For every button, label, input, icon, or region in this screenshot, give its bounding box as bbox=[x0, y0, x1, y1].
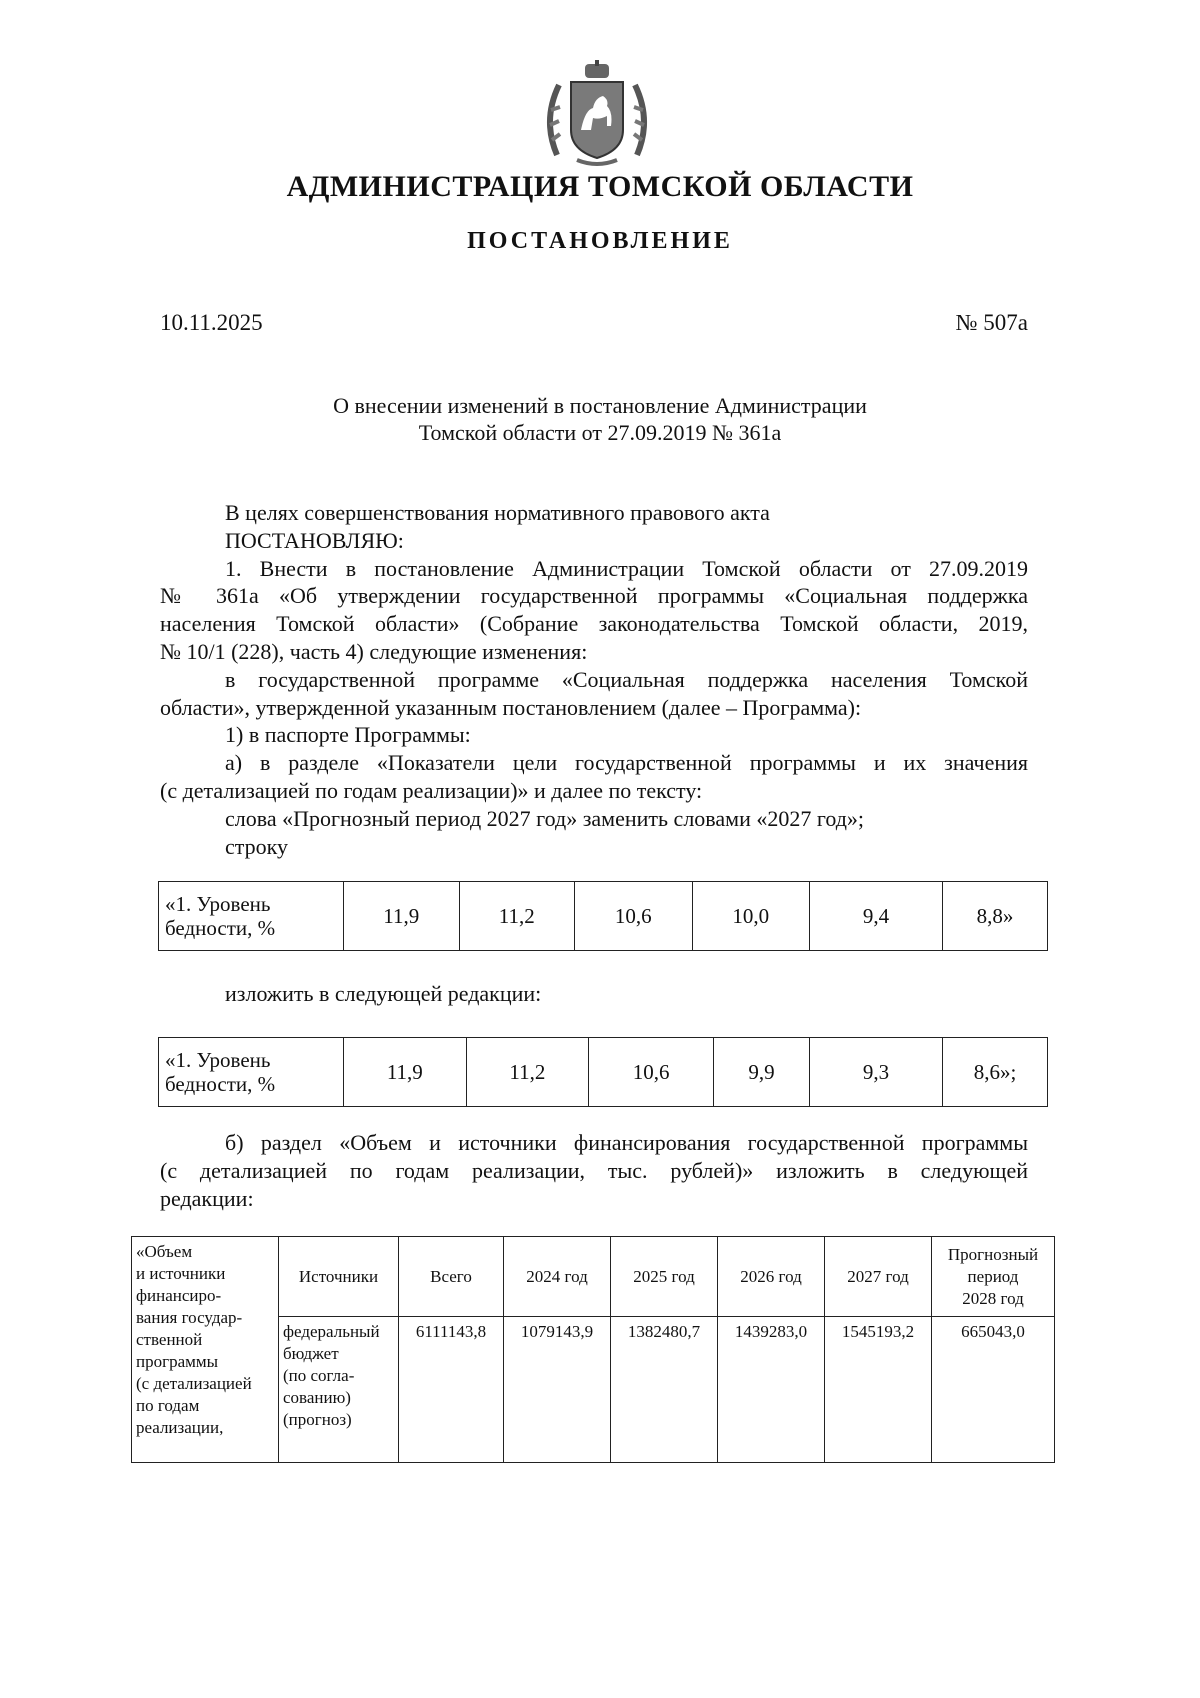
table-cell: 1079143,9 bbox=[504, 1317, 611, 1463]
table-cell: 1382480,7 bbox=[611, 1317, 718, 1463]
header-line: 2028 год bbox=[962, 1288, 1024, 1308]
body-line: 1. Внести в постановление Администрации Томской области от 27.09.2019 bbox=[225, 555, 1028, 581]
body-line: В целях совершенствования нормативного правового акта bbox=[225, 500, 770, 525]
label-line: «1. Уровень bbox=[165, 892, 271, 916]
new-indicator-table bbox=[158, 1037, 1048, 1107]
source-line: федеральный bbox=[283, 1322, 380, 1341]
indicator-label bbox=[159, 882, 344, 951]
finance-label-cell bbox=[132, 1237, 279, 1463]
body-line: в государственной программе «Социальная поддержка населения Томской bbox=[225, 666, 1028, 692]
table-cell: 9,3 bbox=[810, 1038, 943, 1107]
label-line: (с детализацией bbox=[136, 1374, 252, 1393]
table-cell: 9,9 bbox=[713, 1038, 809, 1107]
indicator-label bbox=[159, 1038, 344, 1107]
table-cell: 10,0 bbox=[692, 882, 810, 951]
source-cell bbox=[279, 1317, 399, 1463]
table-cell: 10,6 bbox=[589, 1038, 714, 1107]
body-line: населения Томской области» (Собрание законодательства Томской области, 2019, bbox=[160, 611, 1028, 637]
body-line: ПОСТАНОВЛЯЮ: bbox=[225, 527, 404, 553]
body-line: слова «Прогнозный период 2027 год» заменить словами «2027 год»; bbox=[225, 805, 864, 831]
label-line: бедности, % bbox=[165, 916, 276, 940]
table-cell: 665043,0 bbox=[932, 1317, 1055, 1463]
label-line: и источники bbox=[136, 1264, 226, 1283]
label-line: бедности, % bbox=[165, 1072, 276, 1096]
restate-text: изложить в следующей редакции: bbox=[225, 981, 542, 1006]
body-line: строку bbox=[225, 833, 289, 859]
header-cell-forecast bbox=[932, 1237, 1055, 1317]
body-line: б) раздел «Объем и источники финансирования государственной программы bbox=[225, 1130, 1028, 1155]
table-cell: 11,2 bbox=[466, 1038, 589, 1107]
table-cell: 10,6 bbox=[575, 882, 692, 951]
header-line: период bbox=[967, 1266, 1019, 1286]
source-line: сованию) bbox=[283, 1388, 351, 1407]
section-b-text bbox=[160, 1129, 1028, 1213]
label-line: финансиро- bbox=[136, 1286, 222, 1305]
header-line: Прогнозный bbox=[947, 1244, 1039, 1264]
table-row bbox=[159, 882, 1048, 951]
table-cell: 11,2 bbox=[459, 882, 575, 951]
organization-title: АДМИНИСТРАЦИЯ ТОМСКОЙ ОБЛАСТИ bbox=[286, 170, 914, 203]
coat-of-arms-emblem bbox=[537, 60, 657, 170]
label-line: реализации, bbox=[136, 1418, 224, 1437]
table-cell: 9,4 bbox=[810, 882, 943, 951]
header-cell: Всего bbox=[399, 1237, 504, 1317]
table-row bbox=[159, 1038, 1048, 1107]
source-line: (по согла- bbox=[283, 1366, 355, 1385]
table-cell: 1439283,0 bbox=[718, 1317, 825, 1463]
body-line: (с детализацией по годам реализации)» и далее по тексту: bbox=[160, 777, 703, 803]
document-type: ПОСТАНОВЛЕНИЕ bbox=[467, 228, 733, 254]
label-line: «Объем bbox=[136, 1242, 193, 1261]
table-cell: 8,8» bbox=[943, 882, 1048, 951]
header-cell: 2026 год bbox=[718, 1237, 825, 1317]
table-cell: 6111143,8 bbox=[399, 1317, 504, 1463]
document-number: № 507а bbox=[955, 310, 1028, 335]
body-line: а) в разделе «Показатели цели государственной программы и их значения bbox=[225, 750, 1028, 776]
subject-line: О внесении изменений в постановление Администрации bbox=[333, 393, 867, 418]
body-line: редакции: bbox=[160, 1186, 254, 1211]
body-line: № 361а «Об утверждении государственной программы «Социальная поддержка bbox=[160, 583, 1028, 609]
table-cell: 11,9 bbox=[344, 1038, 467, 1107]
finance-table bbox=[131, 1236, 1055, 1463]
subject-line: Томской области от 27.09.2019 № 361а bbox=[418, 420, 782, 445]
label-line: ственной bbox=[136, 1330, 203, 1349]
table-header-row bbox=[132, 1237, 1055, 1317]
table-cell: 1545193,2 bbox=[825, 1317, 932, 1463]
header-cell: Источники bbox=[279, 1237, 399, 1317]
body-line: области», утвержденной указанным постановлением (далее – Программа): bbox=[160, 694, 862, 720]
label-line: программы bbox=[136, 1352, 219, 1371]
label-line: по годам bbox=[136, 1396, 200, 1415]
body-text bbox=[160, 499, 1028, 860]
old-indicator-table bbox=[158, 881, 1048, 951]
body-line: № 10/1 (228), часть 4) следующие изменения: bbox=[160, 638, 588, 664]
document-date: 10.11.2025 bbox=[160, 310, 263, 335]
table-cell: 11,9 bbox=[344, 882, 460, 951]
header-cell: 2025 год bbox=[611, 1237, 718, 1317]
source-line: (прогноз) bbox=[283, 1410, 352, 1429]
body-line: (с детализацией по годам реализации, тыс. рублей)» изложить в следующей bbox=[160, 1158, 1028, 1183]
body-line: 1) в паспорте Программы: bbox=[225, 722, 471, 748]
source-line: бюджет bbox=[283, 1344, 339, 1363]
label-line: вания государ- bbox=[136, 1308, 243, 1327]
header-cell: 2027 год bbox=[825, 1237, 932, 1317]
label-line: «1. Уровень bbox=[165, 1048, 271, 1072]
header-cell: 2024 год bbox=[504, 1237, 611, 1317]
table-cell: 8,6»; bbox=[943, 1038, 1048, 1107]
